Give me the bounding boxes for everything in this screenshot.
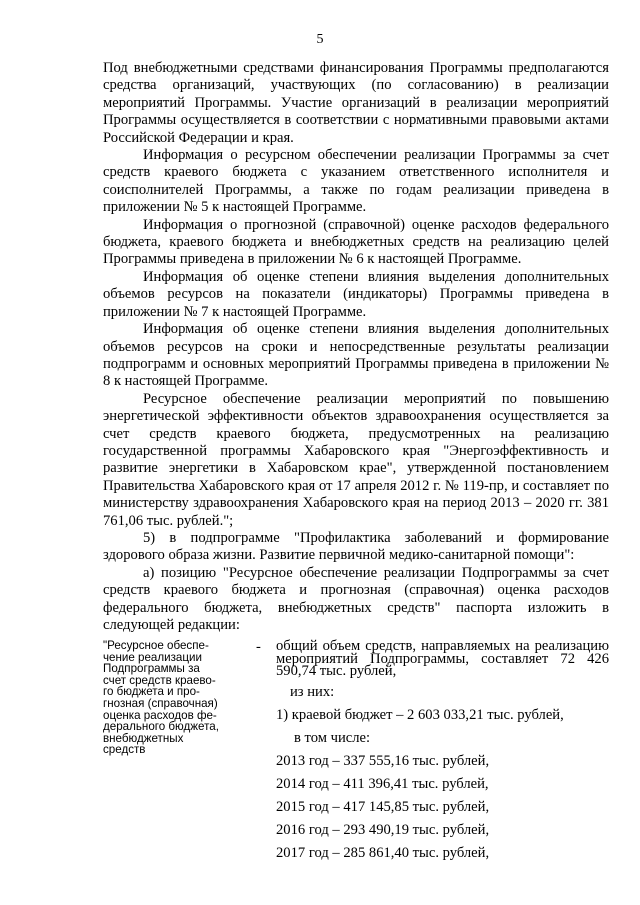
passport-label-line: средств	[103, 743, 146, 757]
passport-regional-budget: 1) краевой бюджет – 2 603 033,21 тыс. рублей,	[276, 706, 564, 723]
paragraph: Информация о ресурсном обеспечении реализации Программы за счет средств краевого бюджета с указанием ответственного исполнителя и соисполнителей Программы, а также по годам реализации приведена в приложении № 5 к настоящей Программе.	[103, 147, 609, 216]
passport-total: общий объем средств, направляемых на реализацию мероприятий Подпрограммы, составляет 72 426 590,74 тыс. рублей,	[276, 638, 609, 679]
passport-label-line: чение реализации	[103, 650, 202, 664]
passport-label-line: дерального бюджета,	[103, 720, 219, 734]
passport-label-line: оценка расходов фе-	[103, 708, 217, 722]
passport-year-row: 2016 год – 293 490,19 тыс. рублей,	[276, 821, 490, 838]
passport-label-line: гнозная (справочная)	[103, 696, 218, 710]
passport-of-which: из них:	[290, 683, 335, 700]
passport-label-line: внебюджетных	[103, 731, 184, 745]
passport-label-line: го бюджета и про-	[103, 685, 200, 699]
paragraph: а) позицию "Ресурсное обеспечение реализации Подпрограммы за счет средств краевого бюджета и прогнозная (справочная) оценка расходов федерального бюджета, внебюджетных средств" паспорта изложить в следующей редакции:	[103, 564, 609, 633]
paragraph: 5) в подпрограмме "Профилактика заболеваний и формирование здорового образа жизни. Развитие первичной медико-санитарной помощи":	[103, 529, 609, 564]
passport-label-line: "Ресурсное обеспе-	[103, 639, 209, 652]
paragraph: Информация об оценке степени влияния выделения дополнительных объемов ресурсов на показатели (индикаторы) Программы приведена в приложении № 7 к настоящей Программе.	[103, 268, 609, 320]
passport-year-row: 2017 год – 285 861,40 тыс. рублей,	[276, 844, 490, 861]
passport-year-row: 2014 год – 411 396,41 тыс. рублей,	[276, 775, 489, 792]
passport-including: в том числе:	[294, 729, 371, 746]
passport-year-row: 2015 год – 417 145,85 тыс. рублей,	[276, 798, 490, 815]
passport-year-row: 2013 год – 337 555,16 тыс. рублей,	[276, 752, 490, 769]
document-body	[103, 60, 609, 634]
page-number: 5	[316, 32, 324, 47]
paragraph: Информация об оценке степени влияния выделения дополнительных объемов ресурсов на сроки и непосредственные результаты реализации подпрограмм и основных мероприятий Программы приведена в приложении № 8 к настоящей Программе.	[103, 321, 609, 390]
passport-dash: -	[256, 639, 261, 655]
passport-label-line: Подпрограммы за	[103, 662, 200, 676]
paragraph: Под внебюджетными средствами финансирования Программы предполагаются средства организаций, участвующих (по согласованию) в реализации мероприятий Программы. Участие организаций в реализации мероприятий Программы осуществляется в соответствии с нормативными правовыми актами Российской Федерации и края.	[103, 60, 609, 146]
passport-label-line: счет средств краево-	[103, 673, 216, 687]
paragraph: Информация о прогнозной (справочной) оценке расходов федерального бюджета, краевого бюджета и внебюджетных средств на реализацию целей Программы приведена в приложении № 6 к настоящей Программе.	[103, 216, 609, 268]
passport-values	[276, 640, 609, 862]
paragraph: Ресурсное обеспечение реализации мероприятий по повышению энергетической эффективности объектов здравоохранения осуществляется за счет средств краевого бюджета, предусмотренных на реализацию государственной программы Хабаровского края "Энергоэффективность и развитие энергетики в Хабаровском крае", утвержденной постановлением Правительства Хабаровского края от 17 апреля 2012 г. № 119-пр, и составляет по министерству здравоохранения Хабаровского края на период 2013 – 2020 гг. 381 761,06 тыс. рублей.";	[103, 390, 609, 529]
passport-label	[103, 640, 253, 756]
